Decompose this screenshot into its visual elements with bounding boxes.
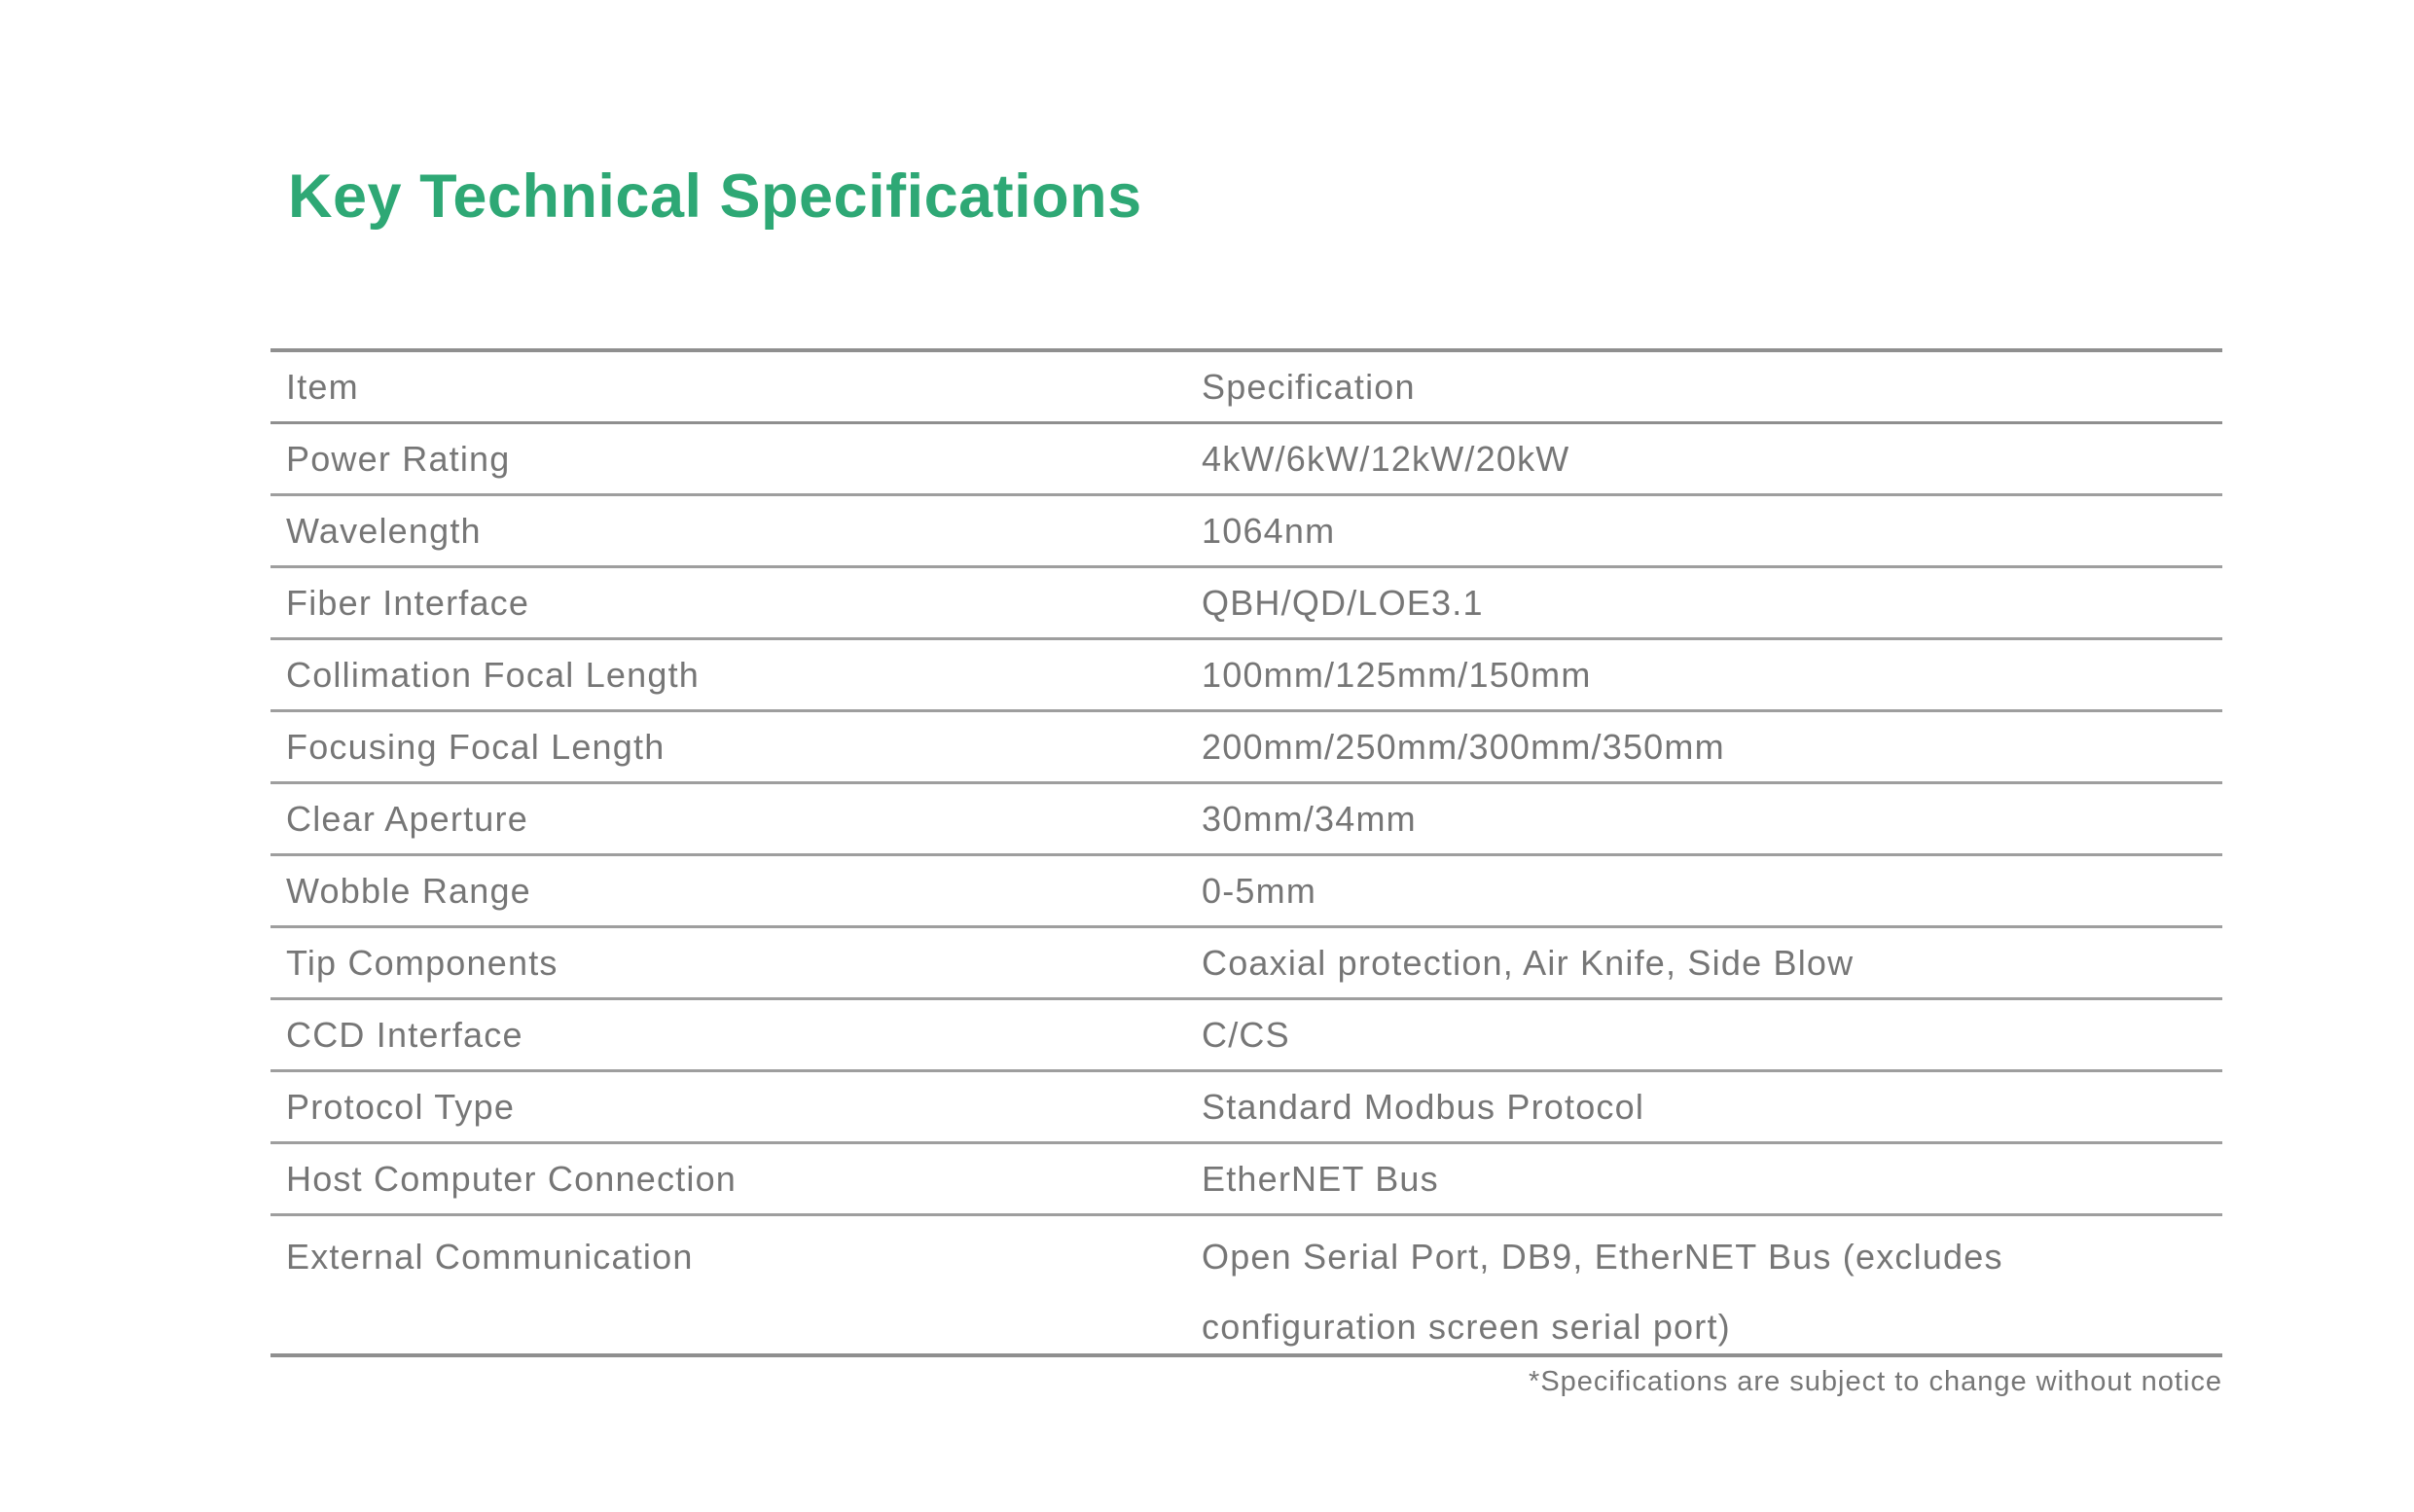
row-spec-value: Standard Modbus Protocol xyxy=(1202,1086,1645,1127)
page-title: Key Technical Specifications xyxy=(288,162,1142,232)
table-row xyxy=(270,856,2222,928)
row-item-label: Protocol Type xyxy=(286,1086,516,1127)
table-row xyxy=(270,424,2222,496)
row-spec-value: Open Serial Port, DB9, EtherNET Bus (excludes configuration screen serial port) xyxy=(1202,1237,2003,1347)
table-row xyxy=(270,1144,2222,1216)
table-row xyxy=(270,1216,2222,1357)
row-spec-value: 4kW/6kW/12kW/20kW xyxy=(1202,438,1570,479)
row-spec-value: 100mm/125mm/150mm xyxy=(1202,654,1592,695)
row-spec-value: Coaxial protection, Air Knife, Side Blow xyxy=(1202,942,1855,983)
table-row xyxy=(270,712,2222,784)
column-header-specification: Specification xyxy=(1202,366,1416,407)
row-spec-value: 200mm/250mm/300mm/350mm xyxy=(1202,726,1725,767)
row-item-label: Power Rating xyxy=(286,438,511,479)
row-spec-value: C/CS xyxy=(1202,1014,1290,1055)
row-spec-value: 1064nm xyxy=(1202,510,1336,551)
row-item-label: Fiber Interface xyxy=(286,582,530,623)
table-header-row xyxy=(270,352,2222,424)
table-row xyxy=(270,784,2222,856)
row-spec-value: EtherNET Bus xyxy=(1202,1158,1439,1199)
row-item-label: External Communication xyxy=(286,1237,694,1277)
row-item-label: Wavelength xyxy=(286,510,482,551)
column-header-item: Item xyxy=(286,366,359,407)
row-item-label: Focusing Focal Length xyxy=(286,726,666,767)
row-spec-value: 30mm/34mm xyxy=(1202,798,1417,839)
footnote: *Specifications are subject to change without notice xyxy=(1529,1366,2222,1397)
row-spec-value: QBH/QD/LOE3.1 xyxy=(1202,582,1484,623)
table-row xyxy=(270,568,2222,640)
table-row xyxy=(270,640,2222,712)
spec-table xyxy=(270,348,2222,1357)
row-item-label: Clear Aperture xyxy=(286,798,528,839)
table-row xyxy=(270,1072,2222,1144)
row-spec-value: 0-5mm xyxy=(1202,870,1317,911)
row-item-label: Collimation Focal Length xyxy=(286,654,701,695)
row-item-label: Host Computer Connection xyxy=(286,1158,738,1199)
table-body xyxy=(270,424,2222,1357)
row-item-label: Wobble Range xyxy=(286,870,531,911)
table-row xyxy=(270,496,2222,568)
table-row xyxy=(270,1000,2222,1072)
table-row xyxy=(270,928,2222,1000)
row-item-label: Tip Components xyxy=(286,942,558,983)
row-item-label: CCD Interface xyxy=(286,1014,523,1055)
